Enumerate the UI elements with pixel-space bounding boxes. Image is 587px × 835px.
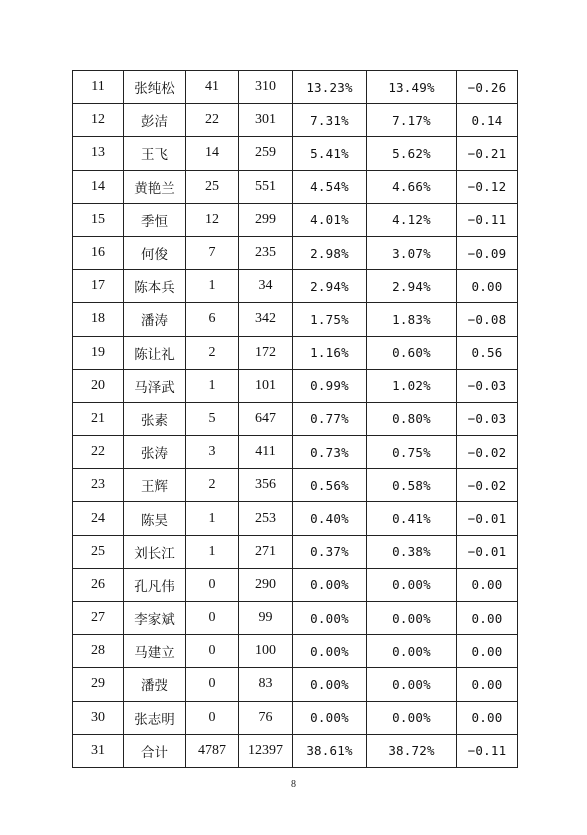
name-cell: 李家斌 [124, 602, 186, 635]
table-row [73, 369, 518, 402]
count-cell: 22 [186, 104, 239, 137]
row-index-cell: 30 [73, 701, 124, 734]
percent-1-cell: 0.00% [293, 602, 367, 635]
table-row [73, 469, 518, 502]
percent-1-cell: 0.56% [293, 469, 367, 502]
row-index-cell: 19 [73, 336, 124, 369]
total-cell: 310 [239, 71, 293, 104]
difference-cell: −0.03 [457, 369, 518, 402]
percent-2-cell: 0.41% [367, 502, 457, 535]
count-cell: 1 [186, 502, 239, 535]
percent-1-cell: 38.61% [293, 734, 367, 767]
percent-2-cell: 0.00% [367, 568, 457, 601]
count-cell: 1 [186, 369, 239, 402]
percent-2-cell: 13.49% [367, 71, 457, 104]
name-cell: 孔凡伟 [124, 568, 186, 601]
percent-2-cell: 5.62% [367, 137, 457, 170]
total-cell: 12397 [239, 734, 293, 767]
table-row [73, 137, 518, 170]
name-cell: 潘弢 [124, 668, 186, 701]
row-index-cell: 18 [73, 303, 124, 336]
name-cell: 合计 [124, 734, 186, 767]
name-cell: 张素 [124, 402, 186, 435]
percent-2-cell: 3.07% [367, 236, 457, 269]
total-cell: 411 [239, 436, 293, 469]
difference-cell: 0.00 [457, 568, 518, 601]
row-index-cell: 13 [73, 137, 124, 170]
table-row [73, 236, 518, 269]
table-row [73, 502, 518, 535]
total-cell: 290 [239, 568, 293, 601]
percent-2-cell: 0.60% [367, 336, 457, 369]
difference-cell: −0.11 [457, 734, 518, 767]
table-row [73, 402, 518, 435]
percent-2-cell: 0.00% [367, 635, 457, 668]
percent-2-cell: 0.00% [367, 701, 457, 734]
table-row [73, 602, 518, 635]
count-cell: 4787 [186, 734, 239, 767]
count-cell: 1 [186, 270, 239, 303]
name-cell: 张志明 [124, 701, 186, 734]
count-cell: 12 [186, 203, 239, 236]
name-cell: 刘长江 [124, 535, 186, 568]
table-row [73, 104, 518, 137]
count-cell: 5 [186, 402, 239, 435]
row-index-cell: 11 [73, 71, 124, 104]
table-row [73, 203, 518, 236]
count-cell: 3 [186, 436, 239, 469]
difference-cell: −0.21 [457, 137, 518, 170]
row-index-cell: 16 [73, 236, 124, 269]
total-cell: 551 [239, 170, 293, 203]
percent-1-cell: 0.00% [293, 635, 367, 668]
difference-cell: −0.08 [457, 303, 518, 336]
percent-1-cell: 0.00% [293, 668, 367, 701]
percent-2-cell: 0.75% [367, 436, 457, 469]
table-row [73, 568, 518, 601]
total-cell: 99 [239, 602, 293, 635]
name-cell: 王飞 [124, 137, 186, 170]
count-cell: 0 [186, 568, 239, 601]
difference-cell: −0.03 [457, 402, 518, 435]
count-cell: 0 [186, 701, 239, 734]
row-index-cell: 21 [73, 402, 124, 435]
total-cell: 253 [239, 502, 293, 535]
percent-1-cell: 2.94% [293, 270, 367, 303]
row-index-cell: 24 [73, 502, 124, 535]
total-cell: 100 [239, 635, 293, 668]
total-cell: 34 [239, 270, 293, 303]
percent-1-cell: 7.31% [293, 104, 367, 137]
difference-cell: −0.02 [457, 469, 518, 502]
name-cell: 季恒 [124, 203, 186, 236]
table-row [73, 336, 518, 369]
table-row [73, 635, 518, 668]
count-cell: 6 [186, 303, 239, 336]
percent-1-cell: 0.73% [293, 436, 367, 469]
name-cell: 陈昊 [124, 502, 186, 535]
percent-1-cell: 0.40% [293, 502, 367, 535]
table-body [73, 71, 518, 768]
row-index-cell: 23 [73, 469, 124, 502]
percent-2-cell: 0.00% [367, 602, 457, 635]
percent-2-cell: 0.58% [367, 469, 457, 502]
name-cell: 潘涛 [124, 303, 186, 336]
difference-cell: 0.56 [457, 336, 518, 369]
row-index-cell: 12 [73, 104, 124, 137]
row-index-cell: 27 [73, 602, 124, 635]
percent-2-cell: 2.94% [367, 270, 457, 303]
percent-1-cell: 1.16% [293, 336, 367, 369]
percent-1-cell: 5.41% [293, 137, 367, 170]
row-index-cell: 17 [73, 270, 124, 303]
total-cell: 76 [239, 701, 293, 734]
total-cell: 172 [239, 336, 293, 369]
data-table [72, 70, 518, 768]
percent-1-cell: 0.99% [293, 369, 367, 402]
row-index-cell: 20 [73, 369, 124, 402]
percent-2-cell: 1.02% [367, 369, 457, 402]
table-row [73, 170, 518, 203]
table-row [73, 734, 518, 767]
count-cell: 2 [186, 469, 239, 502]
name-cell: 张纯松 [124, 71, 186, 104]
total-cell: 356 [239, 469, 293, 502]
total-cell: 342 [239, 303, 293, 336]
name-cell: 彭洁 [124, 104, 186, 137]
percent-1-cell: 13.23% [293, 71, 367, 104]
name-cell: 马泽武 [124, 369, 186, 402]
difference-cell: 0.00 [457, 602, 518, 635]
count-cell: 25 [186, 170, 239, 203]
count-cell: 0 [186, 668, 239, 701]
total-cell: 235 [239, 236, 293, 269]
percent-1-cell: 4.54% [293, 170, 367, 203]
difference-cell: 0.00 [457, 668, 518, 701]
name-cell: 王辉 [124, 469, 186, 502]
count-cell: 1 [186, 535, 239, 568]
total-cell: 83 [239, 668, 293, 701]
name-cell: 陈本兵 [124, 270, 186, 303]
row-index-cell: 14 [73, 170, 124, 203]
table-row [73, 71, 518, 104]
table-row [73, 303, 518, 336]
row-index-cell: 31 [73, 734, 124, 767]
table-row [73, 436, 518, 469]
difference-cell: −0.02 [457, 436, 518, 469]
difference-cell: 0.00 [457, 270, 518, 303]
total-cell: 271 [239, 535, 293, 568]
difference-cell: 0.00 [457, 635, 518, 668]
table-row [73, 701, 518, 734]
count-cell: 0 [186, 602, 239, 635]
difference-cell: −0.01 [457, 502, 518, 535]
count-cell: 0 [186, 635, 239, 668]
difference-cell: 0.00 [457, 701, 518, 734]
count-cell: 14 [186, 137, 239, 170]
difference-cell: −0.26 [457, 71, 518, 104]
difference-cell: −0.01 [457, 535, 518, 568]
name-cell: 黄艳兰 [124, 170, 186, 203]
percent-1-cell: 1.75% [293, 303, 367, 336]
difference-cell: −0.09 [457, 236, 518, 269]
total-cell: 301 [239, 104, 293, 137]
row-index-cell: 25 [73, 535, 124, 568]
percent-2-cell: 0.38% [367, 535, 457, 568]
table-row [73, 535, 518, 568]
percent-1-cell: 0.37% [293, 535, 367, 568]
name-cell: 马建立 [124, 635, 186, 668]
page-number: 8 [291, 779, 296, 790]
percent-2-cell: 4.66% [367, 170, 457, 203]
name-cell: 张涛 [124, 436, 186, 469]
count-cell: 7 [186, 236, 239, 269]
percent-2-cell: 7.17% [367, 104, 457, 137]
difference-cell: 0.14 [457, 104, 518, 137]
percent-2-cell: 38.72% [367, 734, 457, 767]
count-cell: 2 [186, 336, 239, 369]
percent-1-cell: 0.00% [293, 568, 367, 601]
table-row [73, 668, 518, 701]
count-cell: 41 [186, 71, 239, 104]
row-index-cell: 26 [73, 568, 124, 601]
percent-1-cell: 0.00% [293, 701, 367, 734]
percent-2-cell: 1.83% [367, 303, 457, 336]
percent-1-cell: 4.01% [293, 203, 367, 236]
difference-cell: −0.11 [457, 203, 518, 236]
percent-2-cell: 4.12% [367, 203, 457, 236]
row-index-cell: 29 [73, 668, 124, 701]
name-cell: 何俊 [124, 236, 186, 269]
percent-2-cell: 0.00% [367, 668, 457, 701]
total-cell: 101 [239, 369, 293, 402]
total-cell: 259 [239, 137, 293, 170]
percent-1-cell: 2.98% [293, 236, 367, 269]
percent-1-cell: 0.77% [293, 402, 367, 435]
row-index-cell: 15 [73, 203, 124, 236]
total-cell: 299 [239, 203, 293, 236]
name-cell: 陈让礼 [124, 336, 186, 369]
difference-cell: −0.12 [457, 170, 518, 203]
table-row [73, 270, 518, 303]
row-index-cell: 22 [73, 436, 124, 469]
percent-2-cell: 0.80% [367, 402, 457, 435]
total-cell: 647 [239, 402, 293, 435]
row-index-cell: 28 [73, 635, 124, 668]
